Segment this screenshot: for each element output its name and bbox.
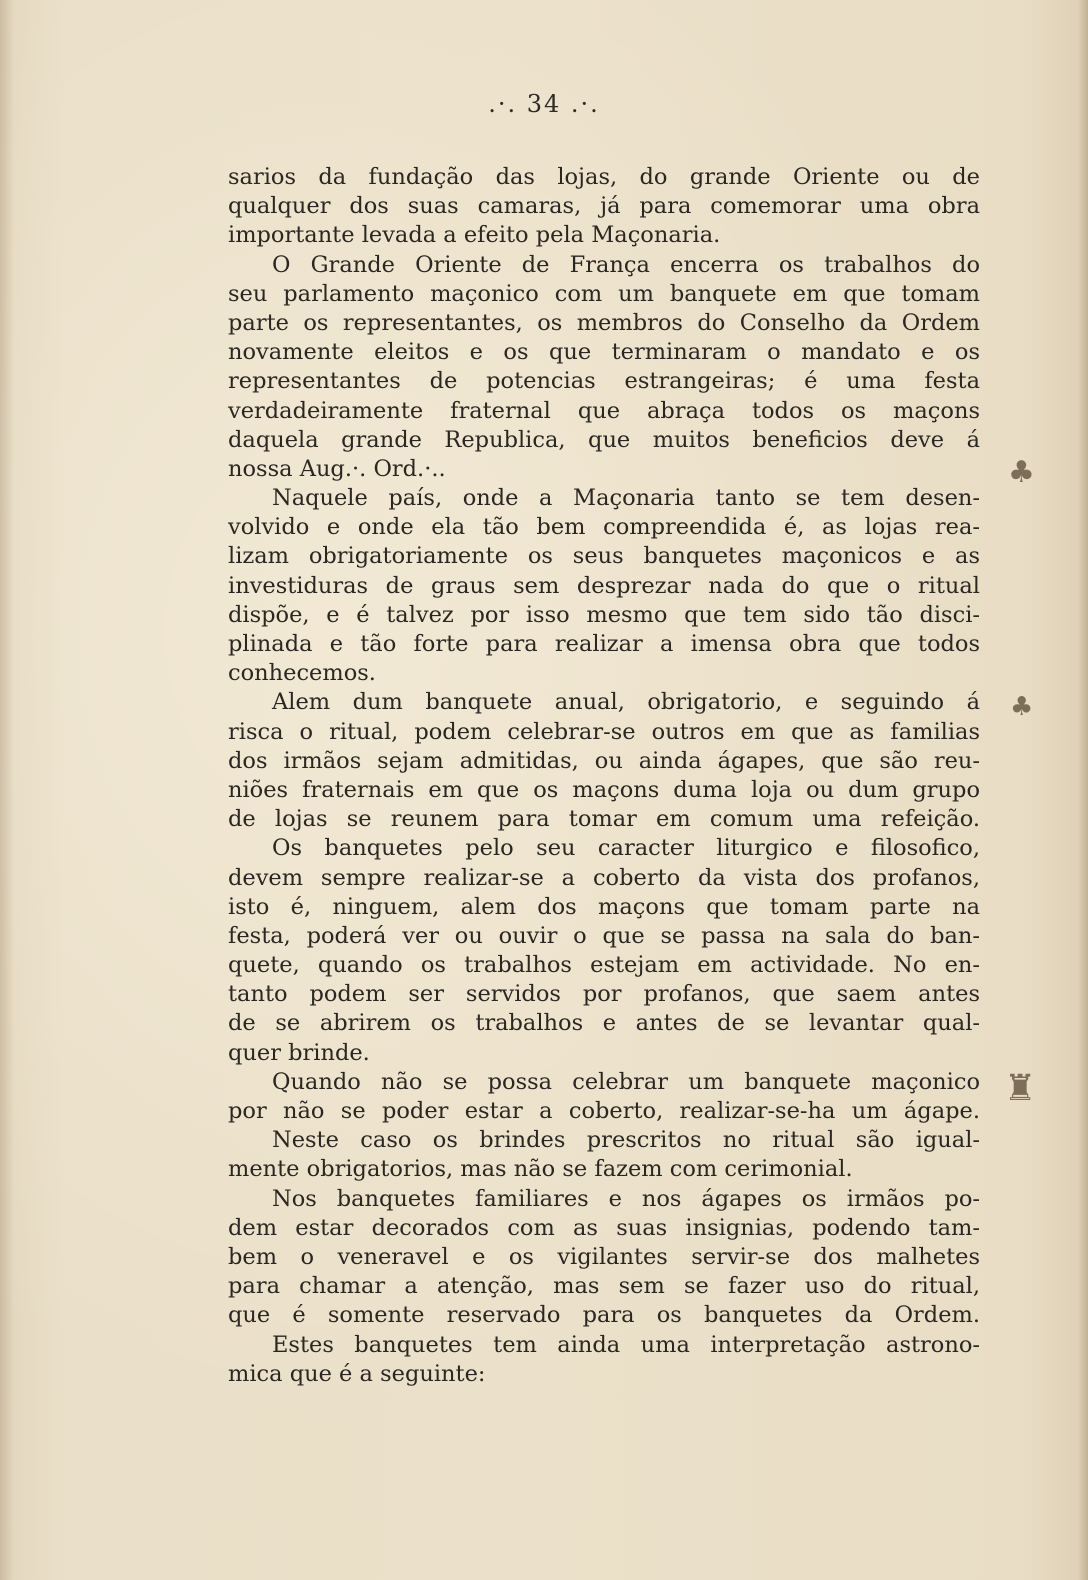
text-line: Alem dum banquete anual, obrigatorio, e seguindo á xyxy=(272,689,980,716)
text-line: Naquele país, onde a Maçonaria tanto se tem desen- xyxy=(272,485,980,512)
page-number: .·. 34 .·. xyxy=(488,90,600,118)
text-line: importante levada a efeito pela Maçonaria. xyxy=(228,222,721,249)
text-line: sarios da fundação das lojas, do grande Oriente ou de xyxy=(228,164,980,190)
text-line: verdadeiramente fraternal que abraça todos os maçons xyxy=(228,397,980,424)
page-edge-left xyxy=(0,0,14,1580)
text-line: representantes de potencias estrangeiras; é uma festa xyxy=(228,368,980,395)
text-line: mente obrigatorios, mas não se fazem com cerimonial. xyxy=(228,1156,853,1183)
text-line: lizam obrigatoriamente os seus banquetes maçonicos e as xyxy=(228,543,980,570)
text-line: risca o ritual, podem celebrar-se outros em que as familias xyxy=(228,718,980,745)
stamp-mark: ♣ xyxy=(1008,455,1035,490)
text-line: quete, quando os trabalhos estejam em actividade. No en- xyxy=(228,952,980,979)
text-line: quer brinde. xyxy=(228,1039,370,1066)
text-line: novamente eleitos e os que terminaram o mandato e os xyxy=(228,339,980,366)
text-line: bem o veneravel e os vigilantes servir-se dos malhetes xyxy=(228,1243,980,1270)
text-line: daquela grande Republica, que muitos beneficios deve á xyxy=(228,426,980,453)
text-line: de se abrirem os trabalhos e antes de se levantar qual- xyxy=(228,1010,980,1037)
text-line: parte os representantes, os membros do Conselho da Ordem xyxy=(228,309,980,336)
text-line: dos irmãos sejam admitidas, ou ainda ágapes, que são reu- xyxy=(228,747,980,774)
text-line: volvido e onde ela tão bem compreendida é, as lojas rea- xyxy=(228,514,980,541)
text-line: festa, poderá ver ou ouvir o que se passa na sala do ban- xyxy=(228,922,980,949)
text-line: conhecemos. xyxy=(228,660,376,687)
text-line: niões fraternais em que os maçons duma loja ou dum grupo xyxy=(228,776,980,803)
text-line: que é somente reservado para os banquetes da Ordem. xyxy=(228,1302,980,1329)
page-edge-right xyxy=(1078,0,1088,1580)
text-line: O Grande Oriente de França encerra os trabalhos do xyxy=(272,251,980,278)
body-text xyxy=(228,163,980,1389)
text-line: de lojas se reunem para tomar em comum uma refeição. xyxy=(228,806,980,833)
text-line: seu parlamento maçonico com um banquete em que tomam xyxy=(228,280,980,307)
text-line: por não se poder estar a coberto, realizar-se-ha um ágape. xyxy=(228,1098,980,1124)
text-line: nossa Aug.·. Ord.·.. xyxy=(228,455,446,482)
text-line: Nos banquetes familiares e nos ágapes os irmãos po- xyxy=(272,1185,980,1212)
text-line: dem estar decorados com as suas insignias, podendo tam- xyxy=(228,1214,980,1241)
text-line: Estes banquetes tem ainda uma interpretação astrono- xyxy=(272,1331,980,1358)
text-line: Os banquetes pelo seu caracter liturgico e filosofico, xyxy=(272,835,980,862)
text-line: para chamar a atenção, mas sem se fazer uso do ritual, xyxy=(228,1273,980,1300)
text-line: tanto podem ser servidos por profanos, que saem antes xyxy=(228,981,980,1008)
text-line: devem sempre realizar-se a coberto da vista dos profanos, xyxy=(228,864,980,891)
text-line: Quando não se possa celebrar um banquete maçonico xyxy=(272,1068,980,1095)
text-line: dispõe, e é talvez por isso mesmo que tem sido tão disci- xyxy=(228,601,980,628)
text-line: Neste caso os brindes prescritos no ritual são igual- xyxy=(272,1127,980,1154)
text-line: investiduras de graus sem desprezar nada do que o ritual xyxy=(228,572,980,599)
stamp-mark: ♜ xyxy=(1004,1068,1037,1109)
stamp-mark: ♣ xyxy=(1010,692,1034,722)
text-line: plinada e tão forte para realizar a imensa obra que todos xyxy=(228,631,980,657)
text-line: isto é, ninguem, alem dos maçons que tomam parte na xyxy=(228,893,980,920)
text-line: mica que é a seguinte: xyxy=(228,1360,486,1387)
text-line: qualquer dos suas camaras, já para comemorar uma obra xyxy=(228,193,980,220)
